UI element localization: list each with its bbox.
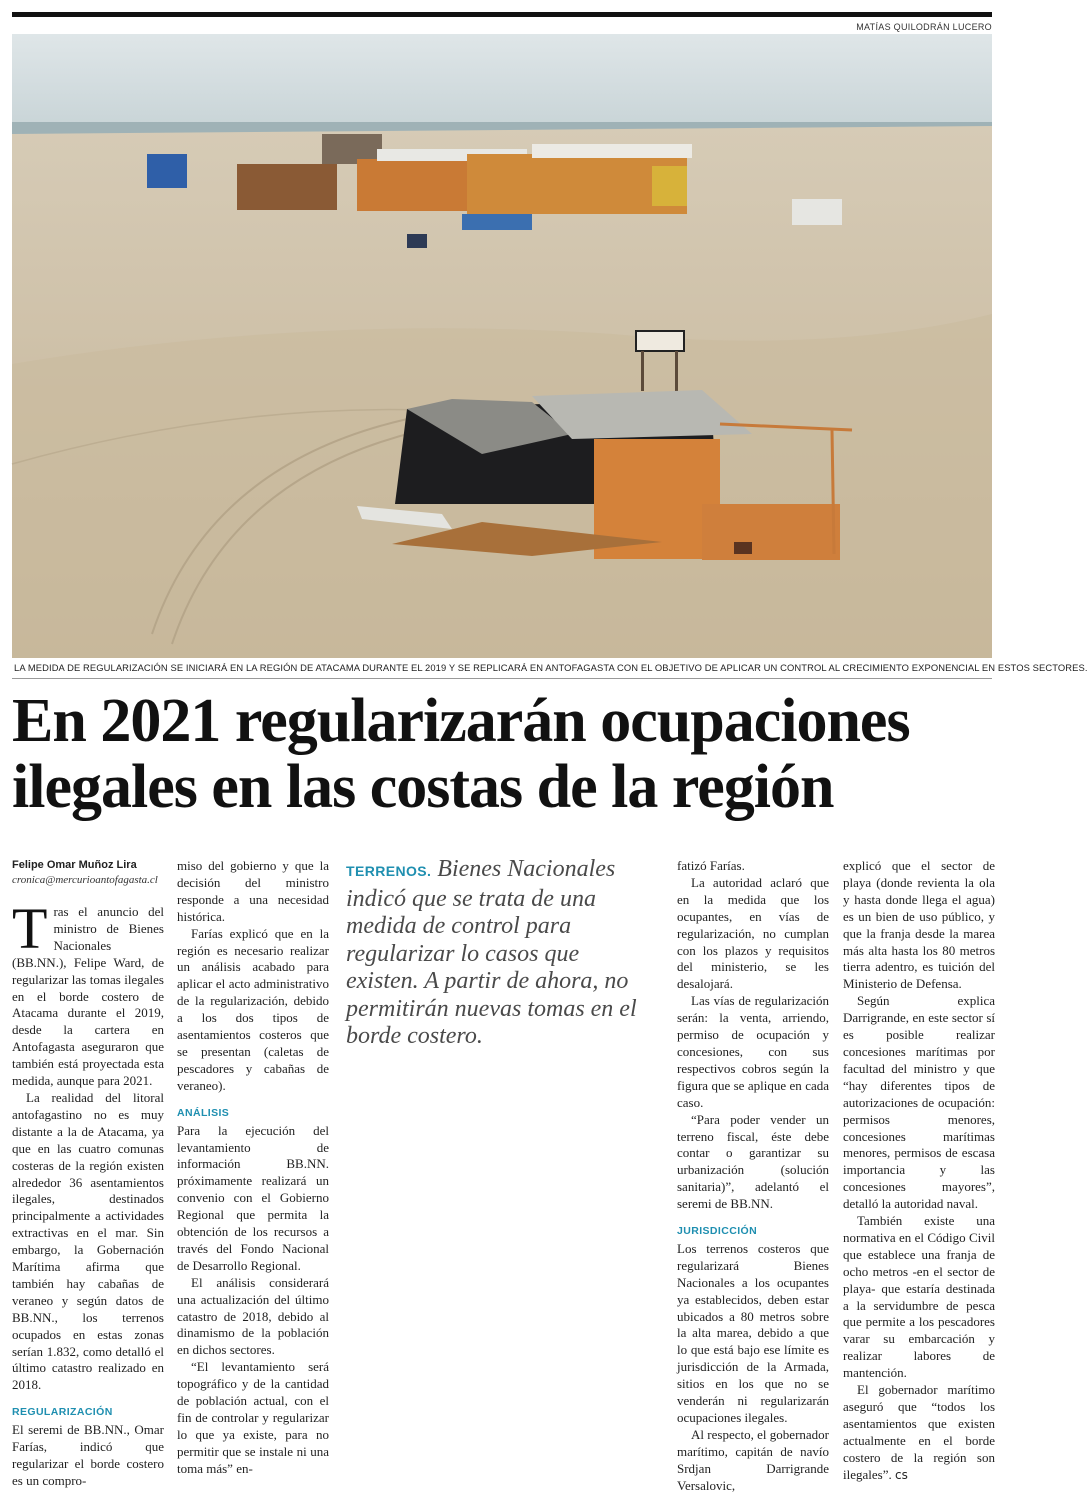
- drop-cap: T: [12, 896, 48, 961]
- section-heading-analisis: ANÁLISIS: [177, 1106, 230, 1119]
- body-paragraph: Según explica Darrigrande, en este sector sí es posible realizar concesiones marítimas por facultad del ministro y que “hay diferentes tipos de autorizaciones de ocupación: permisos menores, concesiones marítimas menores, permisos de escasa importancia y las concesiones mayores”, detalló la autoridad naval.: [843, 993, 995, 1212]
- pull-quote-text: Bienes Nacionales indicó que se trata de una medida de control para regularizar lo casos que existen. A partir de ahora, no permitirán nuevas tomas en el borde costero.: [346, 856, 637, 1049]
- body-paragraph: Para la ejecución del levantamiento de información BB.NN. próximamente realizará un convenio con el Gobierno Regional que permita la obtención de los recursos a través del Fondo Nacional de Desarrollo Regional.: [177, 1122, 329, 1273]
- pull-quote-kicker: TERRENOS.: [346, 863, 432, 879]
- closing-paragraph-text: El gobernador marítimo aseguró que “todos los asentamientos que existen actualmente en el borde costero de la región son ilegales”.: [843, 1382, 995, 1482]
- author-email: cronica@mercurioantofagasta.cl: [12, 874, 158, 886]
- body-paragraph: “Para poder vender un terreno fiscal, éste debe contar o garantizar su urbanización (solución sanitaria)”, adelantó el seremi de BB.NN.: [677, 1111, 829, 1212]
- column-1: [12, 858, 164, 1490]
- body-paragraph: Farías explicó que en la región es necesario realizar un análisis acabado para aplicar el acto administrativo de la regularización, debido a los dos tipos de asentamientos costeros que se presentan (caletas de pescadores y cabañas de veraneo).: [177, 925, 329, 1093]
- section-heading-regularizacion: REGULARIZACIÓN: [12, 1406, 113, 1419]
- body-paragraph: La autoridad aclaró que en la medida que los ocupantes, en vías de regularización, no cumplan con los plazos y requisitos del ministerio, se les desalojará.: [677, 874, 829, 992]
- column-4: [677, 858, 829, 1495]
- body-paragraph: explicó que el sector de playa (donde revienta la ola y hasta donde llega el agua) es un bien de uso público, y que la franja desde la marea más alta hasta los 80 metros tierra adentro, es tuición del Ministerio de Defensa.: [843, 858, 995, 992]
- top-rule: [12, 12, 992, 17]
- body-paragraph: También existe una normativa en el Código Civil que establece una franja de ocho metros -en el sector de playa- que estaría destinada a la servidumbre de pesca que permite a los pescadores varar su embarcación y realizar labores de mantención.: [843, 1213, 995, 1381]
- column-5: [843, 858, 995, 1484]
- caption-rule: [12, 678, 992, 679]
- pull-quote: [346, 856, 646, 1051]
- photo-caption: LA MEDIDA DE REGULARIZACIÓN SE INICIARÁ EN LA REGIÓN DE ATACAMA DURANTE EL 2019 Y SE REPLICARÁ EN ANTOFAGASTA CON EL OBJETIVO DE APLICAR UN CONTROL AL CRECIMIENTO EXPONENCIAL EN ESTOS SECTORES.: [14, 662, 1088, 673]
- body-paragraph: ras el anuncio del ministro de Bienes Nacionales (BB.NN.), Felipe Ward, de regularizar las tomas ilegales en el borde costero de Atacama durante el 2019, desde la cartera en Antofagasta aseguraron que también está proyectada esta medida, aunque para 2021.: [12, 904, 164, 1089]
- hero-photo: [12, 34, 992, 658]
- body-paragraph: Los terrenos costeros que regularizará Bienes Nacionales a los ocupantes ya establecidos, deben estar ubicados a 80 metros sobre la alta marea, debido a que lo que está bajo ese límite es jurisdicción de la Armada, sitios en los que no se venderán ni regularizarán ocupaciones ilegales.: [677, 1240, 829, 1425]
- headline-line-1: En 2021 regularizarán ocupaciones: [12, 687, 910, 755]
- body-paragraph: Al respecto, el gobernador marítimo, capitán de navío Srdjan Darrigrande Versalovic,: [677, 1426, 829, 1493]
- body-paragraph: Las vías de regularización serán: la venta, arriendo, permiso de ocupación y concesiones, con sus respectivos cobros según la figura que se aplique en cada caso.: [677, 993, 829, 1110]
- body-paragraph: fatizó Farías.: [677, 858, 745, 873]
- author-byline: Felipe Omar Muñoz Lira: [12, 859, 137, 871]
- headline: [12, 688, 992, 820]
- body-paragraph: El análisis considerará una actualización del último catastro de 2018, debido al dinamismo de la población en dichos sectores.: [177, 1274, 329, 1358]
- headline-line-2: ilegales en las costas de la región: [12, 753, 834, 821]
- body-paragraph: [843, 1382, 995, 1483]
- body-paragraph: miso del gobierno y que la decisión del ministro responde a una necesidad histórica.: [177, 858, 329, 924]
- column-2: [177, 858, 329, 1478]
- desert-coast-illustration: [12, 34, 992, 658]
- end-mark-icon: cs: [894, 1467, 908, 1482]
- body-paragraph: El seremi de BB.NN., Omar Farías, indicó que regularizar el borde costero es un compro-: [12, 1422, 164, 1488]
- section-heading-jurisdiccion: JURISDICCIÓN: [677, 1225, 758, 1238]
- photo-credit: MATÍAS QUILODRÁN LUCERO: [856, 22, 992, 32]
- body-paragraph: “El levantamiento será topográfico y de la cantidad de población actual, con el fin de controlar y regularizar lo que ya existe, para no permitir que se instale ni una toma más” en-: [177, 1359, 329, 1476]
- body-paragraph: La realidad del litoral antofagastino no es muy distante a la de Atacama, ya que en las cuatro comunas costeras de la región existen alrededor 36 asentamientos ilegales, destinados principalmente a actividades extractivas en el mar. Sin embargo, la Gobernación Marítima afirma que también hay cabañas de veraneo y según datos de BB.NN., los terrenos ocupados en estas zonas serían 1.832, como detalló el último catastro realizado en 2018.: [12, 1089, 164, 1393]
